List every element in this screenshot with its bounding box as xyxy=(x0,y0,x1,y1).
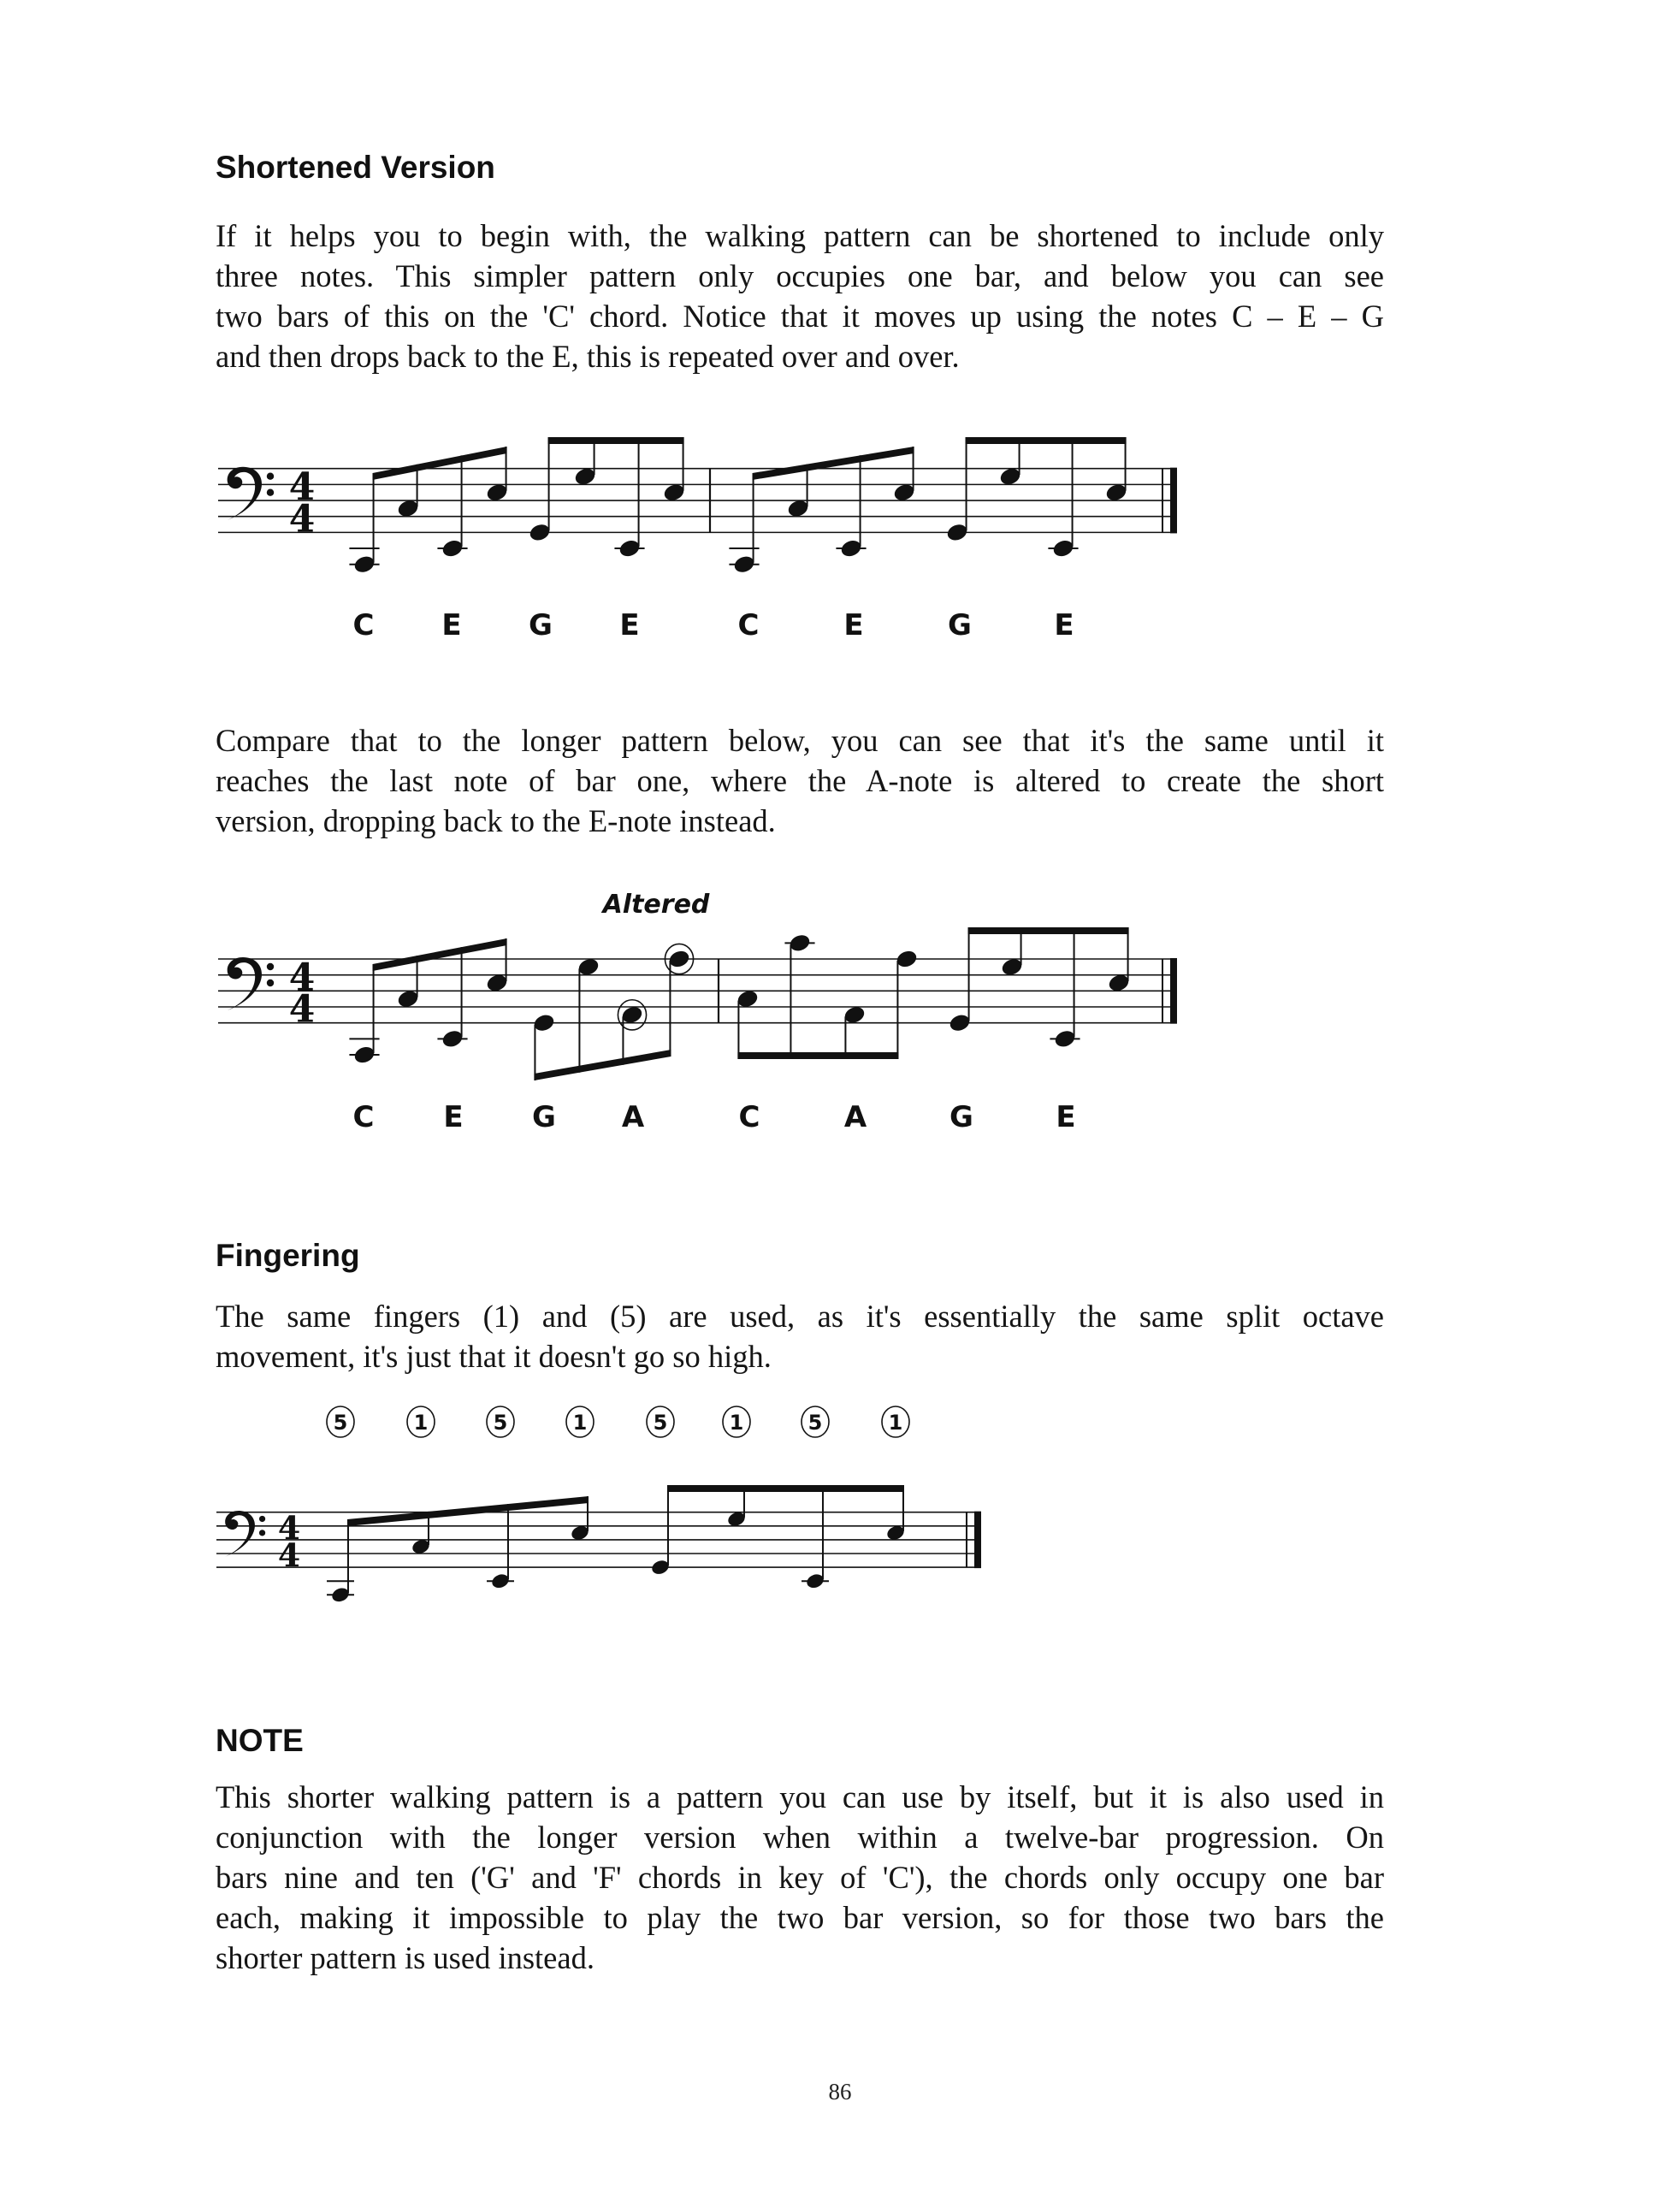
staff-long-pattern xyxy=(218,890,1177,1134)
note-letter-label: G xyxy=(949,1100,973,1134)
note-C2 xyxy=(729,473,759,575)
note-G3 xyxy=(1000,927,1024,978)
bass-clef-dot xyxy=(267,963,274,970)
note-E2 xyxy=(1050,927,1080,1050)
note-letter-label: C xyxy=(352,1100,375,1134)
note-letter-label: E xyxy=(443,1100,464,1134)
bass-clef-dot xyxy=(267,980,274,986)
fingering-marker xyxy=(407,1406,435,1437)
page-number: 86 xyxy=(828,2079,852,2104)
fingering-marker xyxy=(327,1406,354,1437)
final-barline-thick xyxy=(1170,958,1177,1024)
note-letter-label: G xyxy=(532,1100,556,1134)
bass-clef-icon xyxy=(228,957,275,1010)
paragraph-line: This shorter walking pattern is a pattern you can use by itself, but it is also used in xyxy=(216,1779,1384,1814)
paragraph-line: each, making it impossible to play the two bar version, so for those two bars the xyxy=(216,1900,1384,1935)
fingering-number: 5 xyxy=(333,1411,348,1435)
fingering-number: 1 xyxy=(413,1411,429,1435)
fingering-number: 1 xyxy=(572,1411,588,1435)
final-barline-thick xyxy=(974,1512,981,1568)
note-letter-label: C xyxy=(352,608,375,642)
staff-fingering-pattern xyxy=(216,1406,981,1604)
staff-short-pattern xyxy=(218,437,1177,642)
note-E3 xyxy=(662,437,686,503)
note-letter-label: G xyxy=(948,608,972,642)
note-C2 xyxy=(349,473,379,575)
note-G2 xyxy=(945,437,969,543)
note-C4 xyxy=(784,932,814,1059)
beam xyxy=(373,938,507,971)
altered-annotation: Altered xyxy=(602,890,710,920)
note-A3 xyxy=(895,949,919,1059)
note-E3 xyxy=(1104,437,1128,503)
note-C2 xyxy=(349,964,379,1065)
heading-note: NOTE xyxy=(216,1723,304,1758)
note-C3 xyxy=(736,988,760,1059)
paragraph-line: version, dropping back to the E-note instead. xyxy=(216,803,776,838)
note-letter-label: E xyxy=(619,608,640,642)
bass-clef-icon xyxy=(228,467,275,520)
fingering-marker xyxy=(723,1406,750,1437)
beam xyxy=(968,927,1129,934)
final-barline-thick xyxy=(1170,468,1177,534)
fingering-number: 5 xyxy=(493,1411,508,1435)
note-A2 xyxy=(843,1004,867,1059)
beam xyxy=(548,437,684,444)
note-E2 xyxy=(437,455,467,559)
note-G3 xyxy=(573,437,597,487)
fingering-marker xyxy=(566,1406,594,1437)
note-letter-label: C xyxy=(737,608,760,642)
bass-clef-dot xyxy=(259,1530,265,1536)
paragraph-line: Compare that to the longer pattern below, you can see that it's the same until it xyxy=(216,723,1384,758)
paragraph-line: shorter pattern is used instead. xyxy=(216,1940,595,1975)
fingering-number: 1 xyxy=(888,1411,903,1435)
paragraph-line: two bars of this on the 'C' chord. Notice that it moves up using the notes C – E – G xyxy=(216,299,1384,334)
paragraph-line: three notes. This simpler pattern only occupies one bar, and below you can see xyxy=(216,258,1384,293)
bass-clef-dot xyxy=(259,1516,265,1522)
note-G2 xyxy=(528,437,552,543)
note-letter-label: E xyxy=(843,608,864,642)
note-letter-label: C xyxy=(738,1100,760,1134)
time-signature-top: 4 xyxy=(288,956,316,1000)
note-E2 xyxy=(437,947,467,1050)
fingering-marker xyxy=(802,1406,829,1437)
heading-shortened-version: Shortened Version xyxy=(216,150,495,185)
note-E3 xyxy=(885,1485,906,1542)
bass-clef-icon xyxy=(225,1511,265,1556)
paragraph-line: conjunction with the longer version when within a twelve-bar progression. On xyxy=(216,1820,1384,1855)
heading-fingering: Fingering xyxy=(216,1238,360,1273)
note-letter-label: A xyxy=(843,1100,867,1134)
note-E2 xyxy=(614,437,644,559)
note-A3 xyxy=(665,944,693,1057)
note-G2 xyxy=(532,1012,556,1080)
paragraph-line: The same fingers (1) and (5) are used, as it's essentially the same split octave xyxy=(216,1299,1384,1334)
note-G2 xyxy=(650,1485,671,1577)
note-G3 xyxy=(998,437,1022,487)
time-signature-bottom: 4 xyxy=(277,1536,301,1575)
time-signature-top: 4 xyxy=(277,1507,301,1547)
bass-clef-body xyxy=(225,1511,255,1556)
note-C2 xyxy=(327,1519,354,1604)
time-signature-bottom: 4 xyxy=(288,497,316,542)
note-E3 xyxy=(1107,927,1131,993)
note-E2 xyxy=(802,1485,829,1590)
note-E2 xyxy=(836,455,866,559)
bass-clef-dot xyxy=(267,489,274,496)
note-G2 xyxy=(948,927,972,1033)
note-letter-label: E xyxy=(441,608,462,642)
fingering-marker xyxy=(647,1406,674,1437)
fingering-number: 1 xyxy=(729,1411,744,1435)
beam xyxy=(347,1496,589,1526)
note-letter-label: E xyxy=(1056,1100,1076,1134)
bass-clef-dot xyxy=(267,473,274,480)
beam xyxy=(373,447,507,480)
time-signature-bottom: 4 xyxy=(288,987,316,1032)
beam xyxy=(737,1052,898,1059)
note-G3 xyxy=(577,956,600,1073)
beam xyxy=(667,1485,904,1492)
time-signature-top: 4 xyxy=(288,465,316,510)
bass-clef-body xyxy=(228,957,262,1010)
fingering-marker xyxy=(487,1406,514,1437)
note-letter-label: G xyxy=(529,608,553,642)
paragraph-line: If it helps you to begin with, the walking pattern can be shortened to include only xyxy=(216,218,1384,253)
paragraph-line: bars nine and ten ('G' and 'F' chords in key of 'C'), the chords only occupy one bar xyxy=(216,1860,1384,1895)
beam xyxy=(753,447,914,480)
note-letter-label: A xyxy=(621,1100,645,1134)
beam xyxy=(534,1050,671,1080)
fingering-marker xyxy=(882,1406,909,1437)
beam xyxy=(966,437,1127,444)
paragraph-line: movement, it's just that it doesn't go so high. xyxy=(216,1339,772,1374)
note-letter-label: E xyxy=(1054,608,1074,642)
fingering-number: 5 xyxy=(807,1411,823,1435)
fingering-number: 5 xyxy=(653,1411,668,1435)
paragraph-line: and then drops back to the E, this is repeated over and over. xyxy=(216,339,960,374)
note-E2 xyxy=(487,1504,514,1590)
note-E2 xyxy=(1048,437,1078,559)
bass-clef-body xyxy=(228,467,262,520)
paragraph-line: reaches the last note of bar one, where the A-note is altered to create the short xyxy=(216,763,1384,798)
